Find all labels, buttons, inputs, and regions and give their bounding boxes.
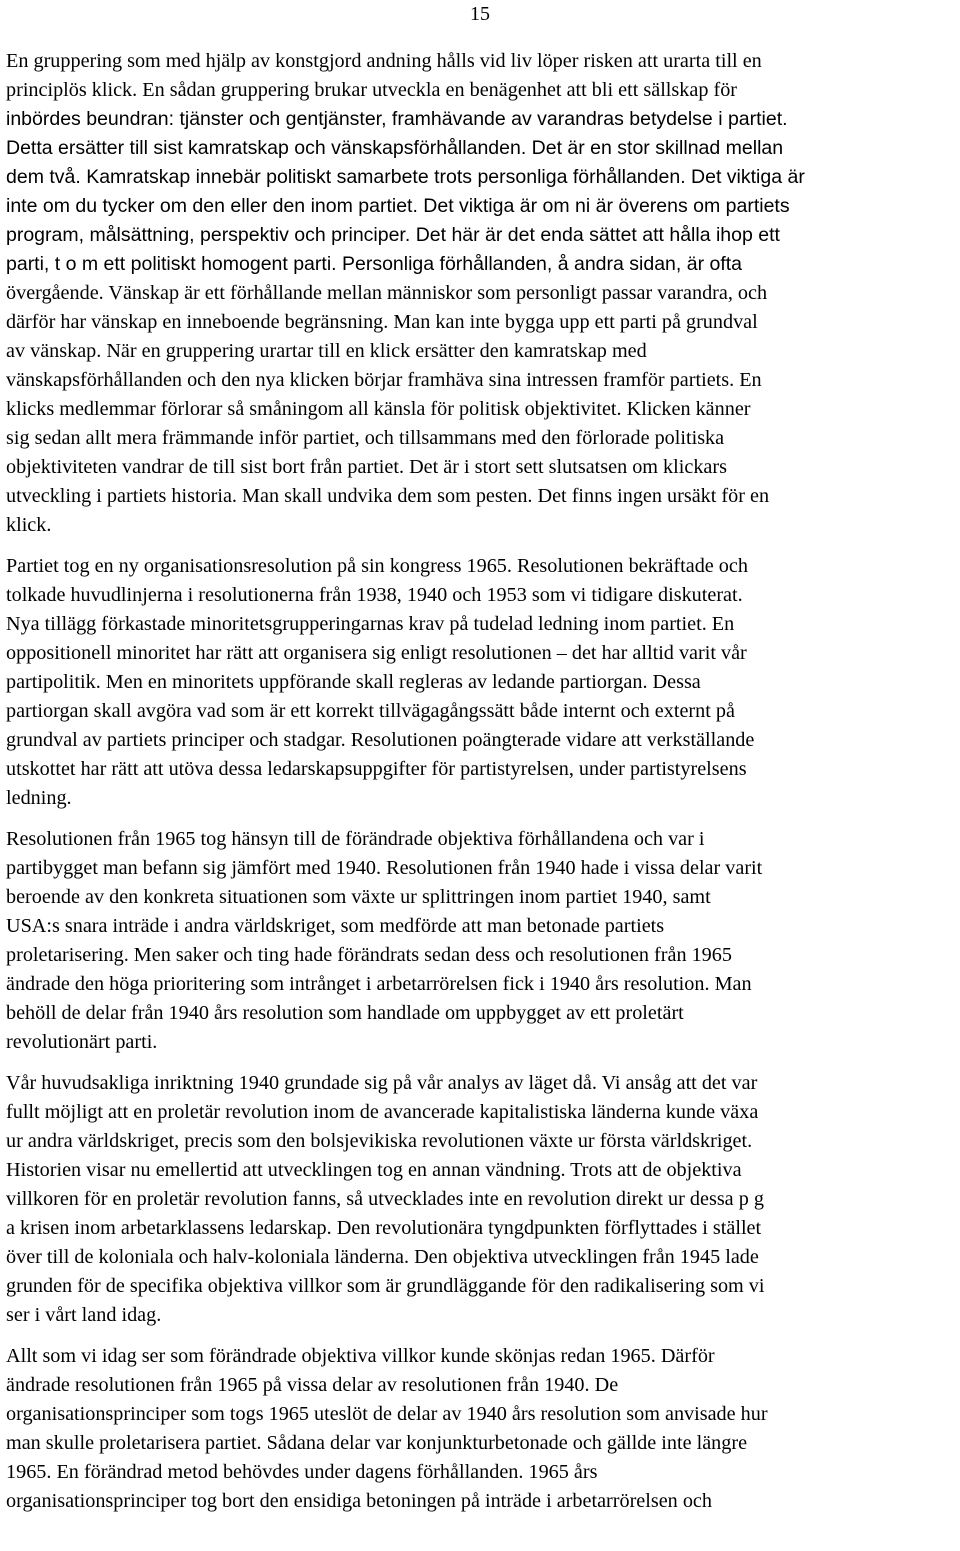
text-line: behöll de delar från 1940 års resolution som handlade om uppbygget av ett proletärt <box>6 1002 684 1024</box>
page-number: 15 <box>470 3 490 25</box>
text-line: utveckling i partiets historia. Man skall undvika dem som pesten. Det finns ingen ursäkt för en <box>6 485 770 507</box>
text-line: tolkade huvudlinjerna i resolutionerna från 1938, 1940 och 1953 som vi tidigare diskuterat. <box>6 584 743 606</box>
text-line: En gruppering som med hjälp av konstgjord andning hålls vid liv löper risken att urarta till en <box>6 50 762 72</box>
text-line: organisationsprinciper som togs 1965 uteslöt de delar av 1940 års resolution som anvisade hur <box>6 1403 768 1425</box>
text-line: proletarisering. Men saker och ting hade förändrats sedan dess och resolutionen från 1965 <box>6 944 732 966</box>
text-line: klicks medlemmar förlorar så småningom all känsla för politisk objektivitet. Klicken känner <box>6 398 751 420</box>
text-line: USA:s snara inträde i andra världskriget, som medförde att man betonade partiets <box>6 915 665 937</box>
paragraph <box>6 1342 960 1516</box>
text-line: utskottet har rätt att utöva dessa ledarskapsuppgifter för partistyrelsen, under partistyrelsens <box>6 758 747 780</box>
paragraph <box>6 552 960 813</box>
text-line: därför har vänskap en inneboende begränsning. Man kan inte bygga upp ett parti på grundval <box>6 311 758 333</box>
text-line: av vänskap. När en gruppering urartar till en klick ersätter den kamratskap med <box>6 340 647 362</box>
text-line: grundval av partiets principer och stadgar. Resolutionen poängterade vidare att verkställande <box>6 729 755 751</box>
paragraph-gap <box>6 1057 960 1069</box>
text-line: ur andra världskriget, precis som den bolsjevikiska revolutionen växte ur första världskriget. <box>6 1130 753 1152</box>
text-line: program, målsättning, perspektiv och principer. Det här är det enda sättet att hålla ihop ett <box>6 224 780 246</box>
text-line: ser i vårt land idag. <box>6 1304 162 1326</box>
text-line: Historien visar nu emellertid att utvecklingen tog en annan vändning. Trots att de objektiva <box>6 1159 742 1181</box>
text-line: vänskapsförhållanden och den nya klicken börjar framhäva sina intressen framför partiets. En <box>6 369 762 391</box>
text-line: man skulle proletarisera partiet. Sådana delar var konjunkturbetonade och gällde inte längre <box>6 1432 748 1454</box>
text-line: ändrade den höga prioritering som intrånget i arbetarrörelsen fick i 1940 års resolution. Man <box>6 973 752 995</box>
text-line: över till de koloniala och halv-koloniala länderna. Den objektiva utvecklingen från 1945 lade <box>6 1246 759 1268</box>
text-line: dem två. Kamratskap innebär politiskt samarbete trots personliga förhållanden. Det viktiga är <box>6 166 805 188</box>
text-line: ledning. <box>6 787 72 809</box>
text-line: inte om du tycker om den eller den inom partiet. Det viktiga är om ni är överens om partiets <box>6 195 790 217</box>
text-line: organisationsprinciper tog bort den ensidiga betoningen på inträde i arbetarrörelsen och <box>6 1490 712 1512</box>
text-line: partibygget man befann sig jämfört med 1940. Resolutionen från 1940 hade i vissa delar varit <box>6 857 763 879</box>
paragraph <box>6 825 960 1057</box>
text-line: principlös klick. En sådan gruppering brukar utveckla en benägenhet att bli ett sällskap för <box>6 79 738 101</box>
text-line: beroende av den konkreta situationen som växte ur splittringen inom partiet 1940, samt <box>6 886 711 908</box>
text-line: inbördes beundran: tjänster och gentjänster, framhävande av varandras betydelse i partiet. <box>6 108 788 130</box>
text-line: a krisen inom arbetarklassens ledarskap. Den revolutionära tyngdpunkten förflyttades i stället <box>6 1217 762 1239</box>
paragraph-gap <box>6 1330 960 1342</box>
text-line: sig sedan allt mera främmande inför partiet, och tillsammans med den förlorade politiska <box>6 427 725 449</box>
paragraph <box>6 47 960 540</box>
text-line: Nya tillägg förkastade minoritetsgrupperingarnas krav på tudelad ledning inom partiet. En <box>6 613 735 635</box>
text-line: villkoren för en proletär revolution fanns, så utvecklades inte en revolution direkt ur dessa p g <box>6 1188 764 1210</box>
text-line: Vår huvudsakliga inriktning 1940 grundade sig på vår analys av läget då. Vi ansåg att det var <box>6 1072 758 1094</box>
text-line: Resolutionen från 1965 tog hänsyn till de förändrade objektiva förhållandena och var i <box>6 828 705 850</box>
text-line: 1965. En förändrad metod behövdes under dagens förhållanden. 1965 års <box>6 1461 598 1483</box>
text-line: parti, t o m ett politiskt homogent parti. Personliga förhållanden, å andra sidan, är ofta <box>6 253 743 275</box>
text-line: Allt som vi idag ser som förändrade objektiva villkor kunde skönjas redan 1965. Därför <box>6 1345 715 1367</box>
paragraph <box>6 1069 960 1330</box>
text-line: fullt möjligt att en proletär revolution inom de avancerade kapitalistiska länderna kunde växa <box>6 1101 759 1123</box>
text-line: partiorgan skall avgöra vad som är ett korrekt tillvägagångssätt både internt och externt på <box>6 700 735 722</box>
paragraph-gap <box>6 813 960 825</box>
text-line: objektiviteten vandrar de till sist bort från partiet. Det är i stort sett slutsatsen om klickars <box>6 456 727 478</box>
text-line: grunden för de specifika objektiva villkor som är grundläggande för den radikalisering som vi <box>6 1275 765 1297</box>
paragraph-gap <box>6 540 960 552</box>
text-line: övergående. Vänskap är ett förhållande mellan människor som personligt passar varandra, och <box>6 282 768 304</box>
text-line: Detta ersätter till sist kamratskap och vänskapsförhållanden. Det är en stor skillnad mellan <box>6 137 784 159</box>
text-line: oppositionell minoritet har rätt att organisera sig enligt resolutionen – det har alltid varit vår <box>6 642 747 664</box>
text-line: ändrade resolutionen från 1965 på vissa delar av resolutionen från 1940. De <box>6 1374 619 1396</box>
text-line: Partiet tog en ny organisationsresolution på sin kongress 1965. Resolutionen bekräftade och <box>6 555 748 577</box>
text-line: klick. <box>6 514 52 536</box>
text-line: revolutionärt parti. <box>6 1031 158 1053</box>
text-line: partipolitik. Men en minoritets uppförande skall regleras av ledande partiorgan. Dessa <box>6 671 701 693</box>
document-body <box>6 47 960 1516</box>
